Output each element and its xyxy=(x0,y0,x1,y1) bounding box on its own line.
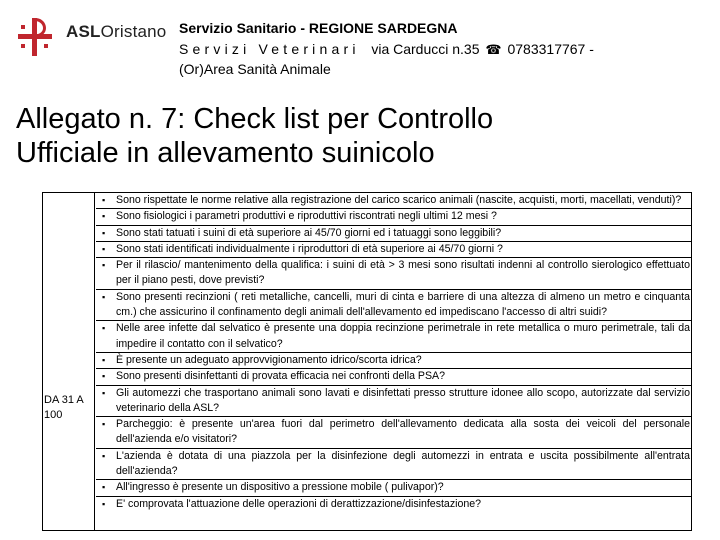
header-title: Servizio Sanitario - REGIONE SARDEGNA xyxy=(179,20,458,36)
checklist-items xyxy=(96,193,692,512)
document-title: Allegato n. 7: Check list per Controllo Ufficiale in allevamento suinicolo xyxy=(16,103,494,169)
checklist-item-text: Parcheggio: è presente un'area fuori dal perimetro dell'allevamento dedicata alla sosta dei veicoli del personale dell'azienda e/o visitatori? xyxy=(116,418,690,446)
checklist-item xyxy=(96,386,692,418)
bullet-icon: ▪ xyxy=(102,450,106,461)
checklist-item xyxy=(96,321,692,353)
bullet-icon: ▪ xyxy=(102,371,106,382)
checklist-item-text: È presente un adeguato approvvigionamento idrico/scorta idrica? xyxy=(116,353,422,366)
checklist-item-text: Sono presenti recinzioni ( reti metalliche, cancelli, muri di cinta e barriere di una altezza di almeno un metro e cinquanta cm.) che assicurino il confinamento degli animali dell'allevamento ed impediscano l'accesso di altri suidi? xyxy=(116,290,690,319)
bullet-icon: ▪ xyxy=(102,227,106,238)
checklist-item-text: Per il rilascio/ mantenimento della qualifica: i suini di età > 3 mesi sono risultati indenni al controllo sierologico effettuato per il piano pesti, dove previsti? xyxy=(116,259,690,287)
checklist-item-text: Sono stati identificati individualmente i riproduttori di età superiore ai 45/70 giorni ? xyxy=(116,242,503,255)
header-service-line: Servizi Veterinari via Carducci n.35 ☎ 0783317767 - xyxy=(179,41,594,57)
logo-wordmark: ASLOristano xyxy=(66,22,167,41)
checklist-item-text: Sono presenti disinfettanti di provata efficacia nei confronti della PSA? xyxy=(116,370,446,383)
checklist-item xyxy=(96,353,692,369)
bullet-icon: ▪ xyxy=(102,211,106,222)
phone-icon: ☎ xyxy=(485,42,502,57)
size-range-cell xyxy=(43,193,95,530)
bullet-icon: ▪ xyxy=(102,323,106,334)
bullet-icon: ▪ xyxy=(102,195,106,205)
checklist-item xyxy=(96,258,692,290)
asl-logo-icon xyxy=(12,14,58,58)
size-range-label: DA 31 A 100 xyxy=(44,394,84,421)
bullet-icon: ▪ xyxy=(102,354,106,365)
checklist-item xyxy=(96,369,692,385)
checklist-item-text: Sono stati tatuati i suini di età superiore ai 45/70 giorni ed i tatuaggi sono leggibili? xyxy=(116,226,502,239)
checklist-item xyxy=(96,417,692,449)
checklist-item-text: All'ingresso è presente un dispositivo a pressione mobile ( pulivapor)? xyxy=(116,481,444,494)
bullet-icon: ▪ xyxy=(102,419,106,430)
checklist-item-text: Gli automezzi che trasportano animali sono lavati e disinfettati presso strutture idonee allo scopo, autorizzate dal servizio veterinario della ASL? xyxy=(116,386,690,414)
checklist-table xyxy=(42,192,692,531)
checklist-item-text: Sono fisiologici i parametri produttivi e riproduttivi riscontrati negli ultimi 12 mesi ? xyxy=(116,210,497,223)
checklist-item xyxy=(96,242,692,258)
checklist-item xyxy=(96,209,692,225)
checklist-item-text: Nelle aree infette dal selvatico è presente una doppia recinzione perimetrale in rete metallica o muro perimetrale, tali da impedire il contatto con il selvatico? xyxy=(116,322,690,350)
checklist-item xyxy=(96,449,692,481)
checklist-item xyxy=(96,497,692,512)
bullet-icon: ▪ xyxy=(102,482,106,493)
checklist-item xyxy=(96,290,692,322)
checklist-item xyxy=(96,193,692,209)
checklist-item-text: Sono rispettate le norme relative alla registrazione del carico scarico animali (nascite, acquisti, morti, macellati, venduti)? xyxy=(116,194,682,206)
checklist-item-text: E' comprovata l'attuazione delle operazioni di derattizzazione/disinfestazione? xyxy=(116,497,482,510)
checklist-item xyxy=(96,226,692,242)
header-area-line: (Or)Area Sanità Animale xyxy=(179,61,331,77)
bullet-icon: ▪ xyxy=(102,243,106,254)
bullet-icon: ▪ xyxy=(102,291,106,302)
checklist-item xyxy=(96,480,692,496)
bullet-icon: ▪ xyxy=(102,260,106,271)
bullet-icon: ▪ xyxy=(102,498,106,509)
bullet-icon: ▪ xyxy=(102,387,106,398)
page-header xyxy=(0,0,720,90)
checklist-item-text: L'azienda è dotata di una piazzola per la disinfezione degli automezzi in entrata e uscita possibilmente all'entrata dell'azienda? xyxy=(116,449,690,478)
